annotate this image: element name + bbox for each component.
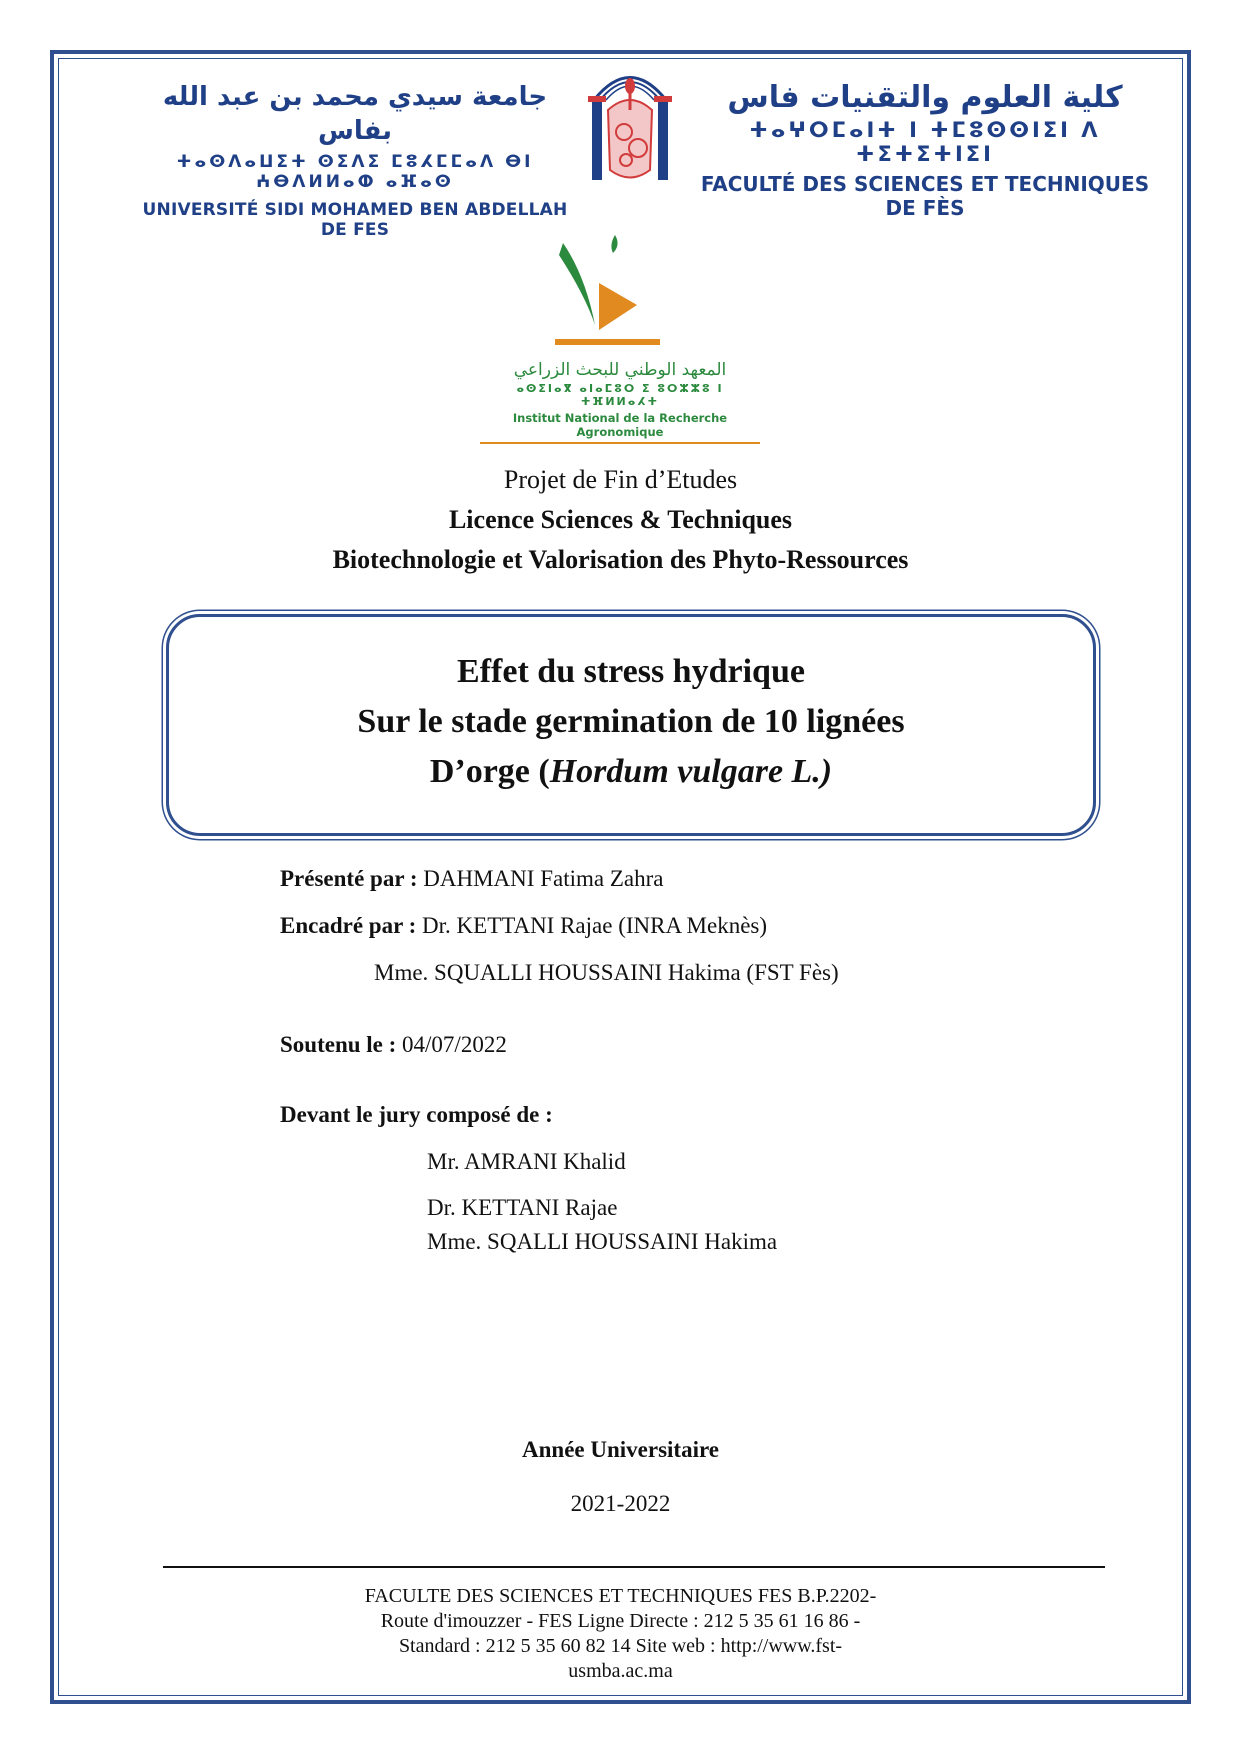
jury-member: Mr. AMRANI Khalid — [427, 1149, 626, 1174]
academic-year-value: 2021-2022 — [570, 1491, 671, 1516]
academic-year-label: Année Universitaire — [522, 1437, 719, 1462]
species-name: Hordum vulgare L.) — [549, 753, 833, 790]
footer-line-3: Standard : 212 5 35 60 82 14 Site web : http://www.fst- — [398, 1635, 843, 1657]
usmba-tifinagh-name: ⵜⴰⵙⴷⴰⵡⵉⵜ ⵙⵉⴷⵉ ⵎⵓⵃⵎⵎⴰⴷ ⴱⵏ ⵄⴱⴷⵍⵍⴰⵀ ⴰⴼⴰⵙ — [176, 152, 534, 192]
defense-date-label: Soutenu le : — [280, 1032, 397, 1057]
fst-logo — [690, 80, 1160, 220]
footer-line-4: usmba.ac.ma — [568, 1660, 673, 1682]
fst-french-name: FACULTÉ DES SCIENCES ET TECHNIQUES DE FÈS — [700, 172, 1150, 220]
project-type: Projet de Fin d’Etudes — [503, 465, 738, 494]
jury-heading: Devant le jury composé de : — [280, 1102, 553, 1127]
presented-by-value: DAHMANI Fatima Zahra — [417, 866, 664, 891]
supervisor-1: Dr. KETTANI Rajae (INRA Meknès) — [416, 913, 768, 938]
field-of-study: Biotechnologie et Valorisation des Phyto-Ressources — [332, 545, 909, 574]
usmba-arabic-name: جامعة سيدي محمد بن عبد الله بفاس — [162, 82, 548, 146]
fst-tifinagh-name: ⵜⴰⵖⵔⵎⴰⵏⵜ ⵏ ⵜⵎⵓⵙⵙⵏⵉⵏ ⴷ ⵜⵉⵜⵉⵜⵏⵉⵏ — [749, 118, 1101, 166]
university-emblem-icon — [584, 60, 676, 190]
supervised-by — [280, 913, 767, 939]
inra-french-name: Institut National de la Recherche Agronomique — [480, 411, 760, 444]
title-line-2: Sur le stade germination de 10 lignées — [357, 703, 905, 740]
jury-member: Dr. KETTANI Rajae — [427, 1195, 618, 1220]
inra-logo-text — [480, 360, 760, 444]
presented-by-label: Présenté par : — [280, 866, 418, 891]
footer-line-2: Route d'imouzzer - FES Ligne Directe : 212 5 35 61 16 86 - — [380, 1610, 861, 1632]
degree-name: Licence Sciences & Techniques — [448, 505, 793, 534]
title-line-3-prefix: D’orge ( — [429, 753, 550, 790]
inra-tifinagh-name: ⴰⵙⵉⵏⴰⴳ ⴰⵏⴰⵎⵓⵔ ⵉ ⵓⵔⵣⵣⵓ ⵏ ⵜⴼⵍⵍⴰⵃⵜ — [516, 382, 724, 408]
jury-member: Mme. SQALLI HOUSSAINI Hakima — [427, 1229, 778, 1254]
supervised-by-label: Encadré par : — [280, 913, 417, 938]
defense-date — [280, 1032, 507, 1058]
fst-arabic-name: كلية العلوم والتقنيات فاس — [727, 80, 1123, 115]
inra-leaf-logo-icon — [555, 235, 665, 365]
supervisor-2: Mme. SQUALLI HOUSSAINI Hakima (FST Fès) — [374, 960, 839, 985]
footer-divider — [163, 1566, 1105, 1568]
usmba-logo — [140, 80, 570, 240]
presented-by — [280, 866, 663, 892]
title-line-3 — [169, 753, 1093, 791]
defense-date-value: 04/07/2022 — [396, 1032, 507, 1057]
title-box — [166, 614, 1096, 836]
title-line-1: Effet du stress hydrique — [457, 653, 805, 690]
inra-arabic-name: المعهد الوطني للبحث الزراعي — [513, 360, 727, 380]
usmba-french-name: UNIVERSITÉ SIDI MOHAMED BEN ABDELLAH DE FES — [142, 200, 568, 240]
footer-line-1: FACULTE DES SCIENCES ET TECHNIQUES FES B.P.2202- — [364, 1585, 877, 1607]
